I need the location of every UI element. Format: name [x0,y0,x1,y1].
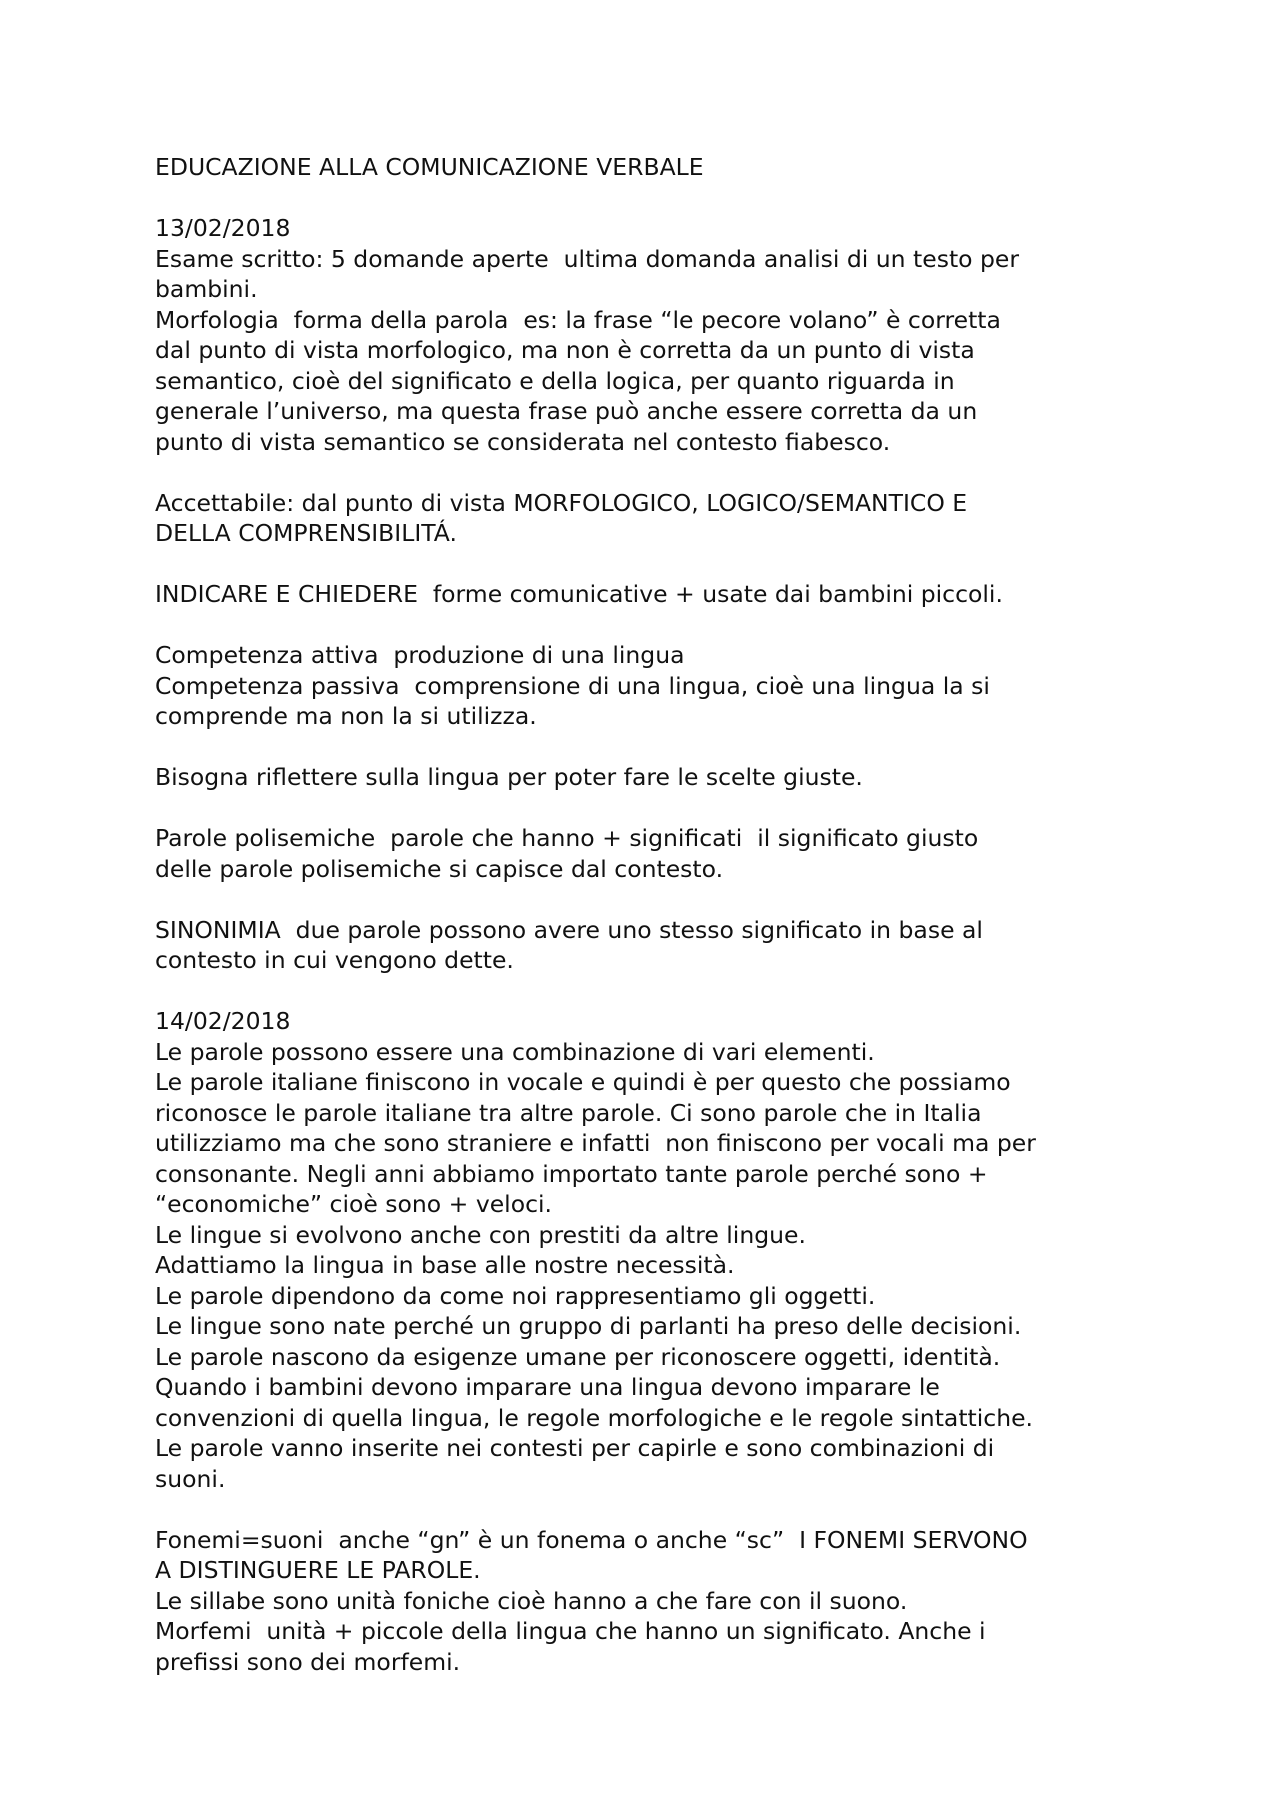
text-line: Bisogna riflettere sulla lingua per poter fare le scelte giuste. [155,763,863,791]
text-line: INDICARE E CHIEDERE forme comunicative + usate dai bambini piccoli. [155,580,1003,608]
section-date: 13/02/2018 [155,214,291,242]
text-line: Morfologia forma della parola es: la frase “le pecore volano” è corretta [155,305,1001,334]
text-line: dal punto di vista morfologico, ma non è corretta da un punto di vista [155,336,975,364]
text-line: Le lingue sono nate perché un gruppo di parlanti ha preso delle decisioni. [155,1312,1022,1340]
text-line: Accettabile: dal punto di vista MORFOLOGICO, LOGICO/SEMANTICO E [155,488,968,517]
text-line: Le parole dipendono da come noi rappresentiamo gli oggetti. [155,1281,876,1310]
spacer [155,457,1165,488]
text-line: prefissi sono dei morfemi. [155,1647,461,1676]
text-line: suoni. [155,1464,226,1493]
text-line: consonante. Negli anni abbiamo importato tante parole perché sono + [155,1159,988,1188]
paragraph-indicare [155,579,1165,610]
paragraph-parole [155,1037,1165,1495]
text-line: Parole polisemiche parole che hanno + significati il significato giusto [155,824,979,852]
paragraph-fonemi [155,1525,1165,1678]
text-line: Le lingue si evolvono anche con prestiti da altre lingue. [155,1220,806,1249]
text-line: contesto in cui vengono dette. [155,946,514,974]
text-line: Competenza attiva produzione di una lingua [155,641,685,669]
paragraph-polisemiche [155,823,1165,884]
spacer [155,793,1165,824]
text-line: “economiche” cioè sono + veloci. [155,1190,553,1218]
text-line: Quando i bambini devono imparare una lingua devono imparare le [155,1373,940,1401]
text-line: Le parole nascono da esigenze umane per riconoscere oggetti, identità. [155,1342,1001,1371]
text-line: Le parole vanno inserite nei contesti per capirle e sono combinazioni di [155,1434,995,1462]
text-line: utilizziamo ma che sono straniere e infatti non finiscono per vocali ma per [155,1129,1036,1157]
text-line: comprende ma non la si utilizza. [155,702,537,730]
text-line: Fonemi=suoni anche “gn” è un fonema o anche “sc” I FONEMI SERVONO [155,1525,1028,1554]
text-line: Esame scritto: 5 domande aperte ultima domanda analisi di un testo per [155,244,1020,273]
text-line: Le parole italiane finiscono in vocale e quindi è per questo che possiamo [155,1068,1011,1096]
spacer [155,610,1165,641]
document-page [155,152,1165,1677]
paragraph-exam [155,244,1165,458]
section-date: 14/02/2018 [155,1007,291,1035]
text-line: Adattiamo la lingua in base alle nostre necessità. [155,1251,735,1279]
text-line: delle parole polisemiche si capisce dal contesto. [155,854,724,883]
spacer [155,732,1165,763]
document-title: EDUCAZIONE ALLA COMUNICAZIONE VERBALE [155,153,704,181]
text-line: bambini. [155,275,258,303]
text-line: A DISTINGUERE LE PAROLE. [155,1556,481,1584]
text-line: Morfemi unità + piccole della lingua che hanno un significato. Anche i [155,1617,986,1645]
spacer [155,183,1165,214]
text-line: Competenza passiva comprensione di una lingua, cioè una lingua la si [155,671,990,700]
paragraph-accettabile [155,488,1165,549]
text-line: punto di vista semantico se considerata nel contesto fiabesco. [155,427,891,456]
spacer [155,976,1165,1007]
text-line: convenzioni di quella lingua, le regole morfologiche e le regole sintattiche. [155,1403,1034,1432]
spacer [155,884,1165,915]
text-line: Le parole possono essere una combinazione di vari elementi. [155,1037,875,1066]
text-line: riconosce le parole italiane tra altre parole. Ci sono parole che in Italia [155,1098,982,1127]
text-line: semantico, cioè del significato e della logica, per quanto riguarda in [155,366,955,395]
paragraph-bisogna [155,762,1165,793]
text-line: DELLA COMPRENSIBILITÁ. [155,519,457,547]
paragraph-competenza [155,640,1165,732]
spacer [155,1494,1165,1525]
text-line: Le sillabe sono unità foniche cioè hanno a che fare con il suono. [155,1586,908,1615]
spacer [155,549,1165,580]
paragraph-sinonimia [155,915,1165,976]
text-line: generale l’universo, ma questa frase può anche essere corretta da un [155,397,978,425]
text-line: SINONIMIA due parole possono avere uno stesso significato in base al [155,915,983,944]
